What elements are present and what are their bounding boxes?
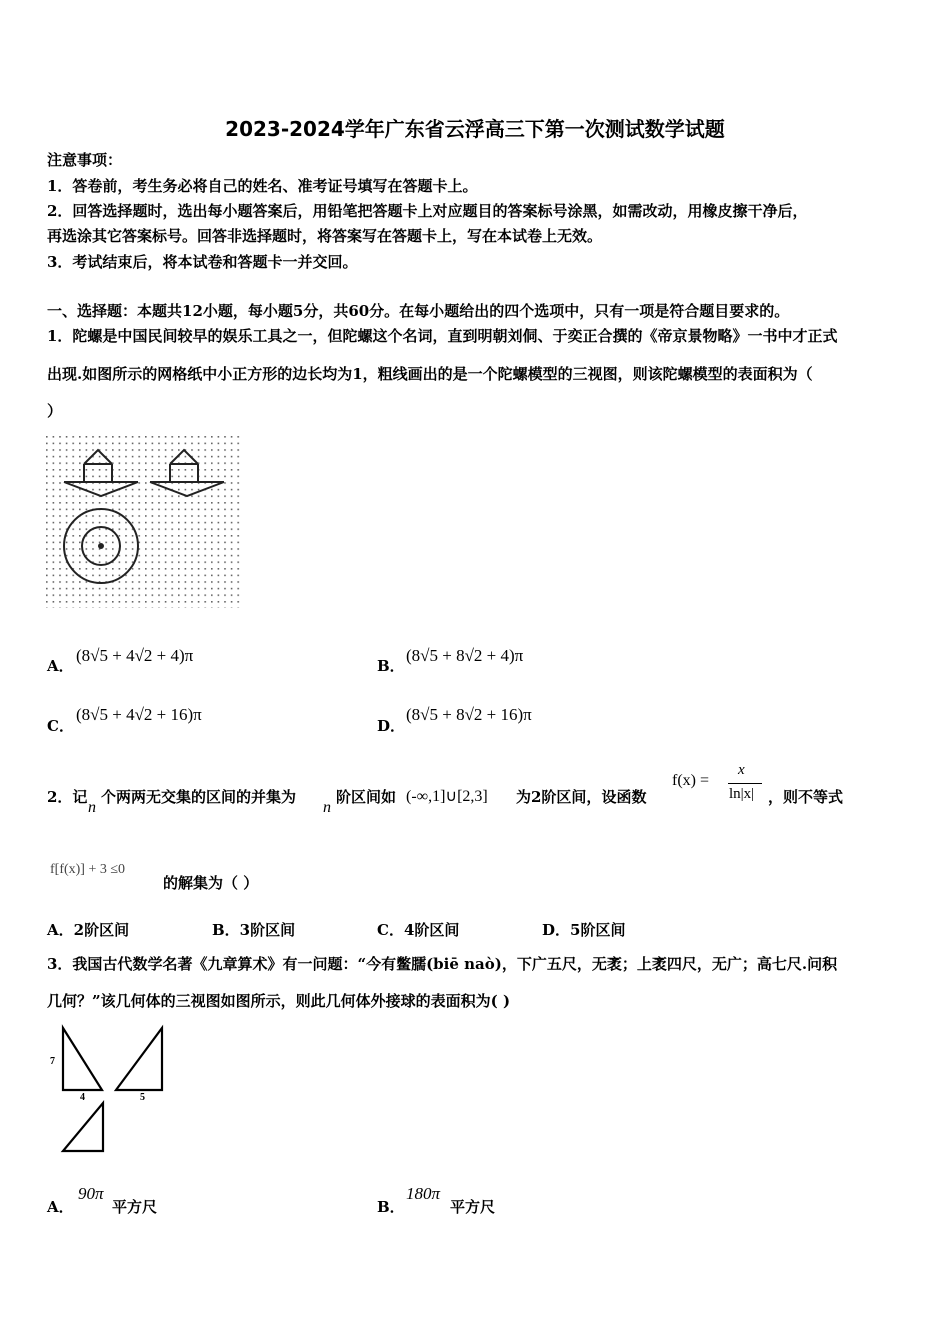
- q2-option-a: A．2阶区间: [47, 921, 130, 939]
- q3-option-a-label: A．: [47, 1198, 74, 1216]
- notice-heading: 注意事项：: [47, 151, 123, 169]
- side-view-triangle: [116, 1028, 162, 1090]
- q1-option-b-label: B．: [377, 657, 405, 675]
- q1-option-d-expr: (8√5 + 8√2 + 16)π: [406, 705, 532, 724]
- q2-function-denominator: ln|x|: [729, 786, 755, 802]
- grid-paper: [46, 436, 244, 608]
- q2-text-end: 的解集为（ ）: [163, 874, 259, 892]
- notice-item-2: 2．回答选择题时，选出每小题答案后，用铅笔把答题卡上对应题目的答案标号涂黑，如需改动，用橡皮擦干净后，: [47, 202, 808, 220]
- q3-option-b-unit: 平方尺: [450, 1198, 496, 1216]
- q1-option-c-label: C．: [47, 717, 74, 735]
- q3-three-view-figure: [46, 1024, 176, 1156]
- q1-text-line3: ）: [47, 402, 63, 420]
- q3-text-line1: 3．我国古代数学名著《九章算术》有一问题：“今有鳖臑(biē naò)，下广五尺，无袤；上袤四尺，无广；高七尺.问积: [47, 955, 838, 973]
- q3-option-a-unit: 平方尺: [112, 1198, 158, 1216]
- notice-item-1: 1．答卷前，考生务必将自己的姓名、准考证号填写在答题卡上。: [47, 177, 478, 195]
- q2-text-start: 2．记: [47, 788, 88, 806]
- q1-three-view-figure: [46, 436, 244, 608]
- q1-option-a-label: A．: [47, 657, 74, 675]
- q1-text-line2: 出现.如图所示的网格纸中小正方形的边长均为1，粗线画出的是一个陀螺模型的三视图，则该陀螺模型的表面积为（: [47, 365, 813, 383]
- q2-option-b: B．3阶区间: [212, 921, 296, 939]
- fraction-bar: [728, 783, 762, 784]
- q2-function-numerator: x: [738, 762, 745, 778]
- q2-text-part5: ，则不等式: [768, 788, 844, 806]
- section-heading: 一、选择题：本题共12小题，每小题5分，共60分。在每小题给出的四个选项中，只有一项是符合题目要求的。: [47, 302, 790, 320]
- q2-text-part3: 阶区间如: [336, 788, 397, 806]
- q2-text-part2: 个两两无交集的区间的并集为: [101, 788, 297, 806]
- front-view-triangle: [63, 1028, 102, 1090]
- q1-text-line1: 1．陀螺是中国民间较早的娱乐工具之一，但陀螺这个名词，直到明朝刘侗、于奕正合撰的《帝京景物略》一书中才正式: [47, 327, 838, 345]
- q2-option-c: C．4阶区间: [377, 921, 460, 939]
- q2-text-part4: 为2阶区间，设函数: [516, 788, 647, 806]
- q1-option-a-expr: (8√5 + 4√2 + 4)π: [76, 646, 194, 665]
- q1-option-d-label: D．: [377, 717, 406, 735]
- q2-interval-example: (-∞,1]∪[2,3]: [406, 788, 488, 805]
- base-label-2: 5: [140, 1092, 145, 1103]
- q3-option-a-expr: 90π: [78, 1184, 104, 1203]
- q2-function-lhs: f(x) =: [672, 772, 710, 789]
- top-view-triangle: [63, 1103, 103, 1151]
- page-title: 2023-2024学年广东省云浮高三下第一次测试数学试题: [225, 117, 725, 141]
- q2-n-2: n: [323, 799, 331, 816]
- q3-text-line2: 几何？”该几何体的三视图如图所示，则此几何体外接球的表面积为( ): [47, 992, 511, 1010]
- q2-option-d: D．5阶区间: [542, 921, 626, 939]
- notice-item-3: 3．考试结束后，将本试卷和答题卡一并交回。: [47, 253, 358, 271]
- q3-option-b-expr: 180π: [406, 1184, 441, 1203]
- q2-n-1: n: [88, 799, 96, 816]
- q3-option-b-label: B．: [377, 1198, 405, 1216]
- base-label-1: 4: [80, 1092, 85, 1103]
- q1-option-c-expr: (8√5 + 4√2 + 16)π: [76, 705, 202, 724]
- q2-inequality: f[f(x)] + 3 ≤0: [50, 862, 126, 877]
- height-label: 7: [50, 1056, 55, 1067]
- notice-item-2-cont: 再选涂其它答案标号。回答非选择题时，将答案写在答题卡上，写在本试卷上无效。: [47, 227, 603, 245]
- q1-option-b-expr: (8√5 + 8√2 + 4)π: [406, 646, 524, 665]
